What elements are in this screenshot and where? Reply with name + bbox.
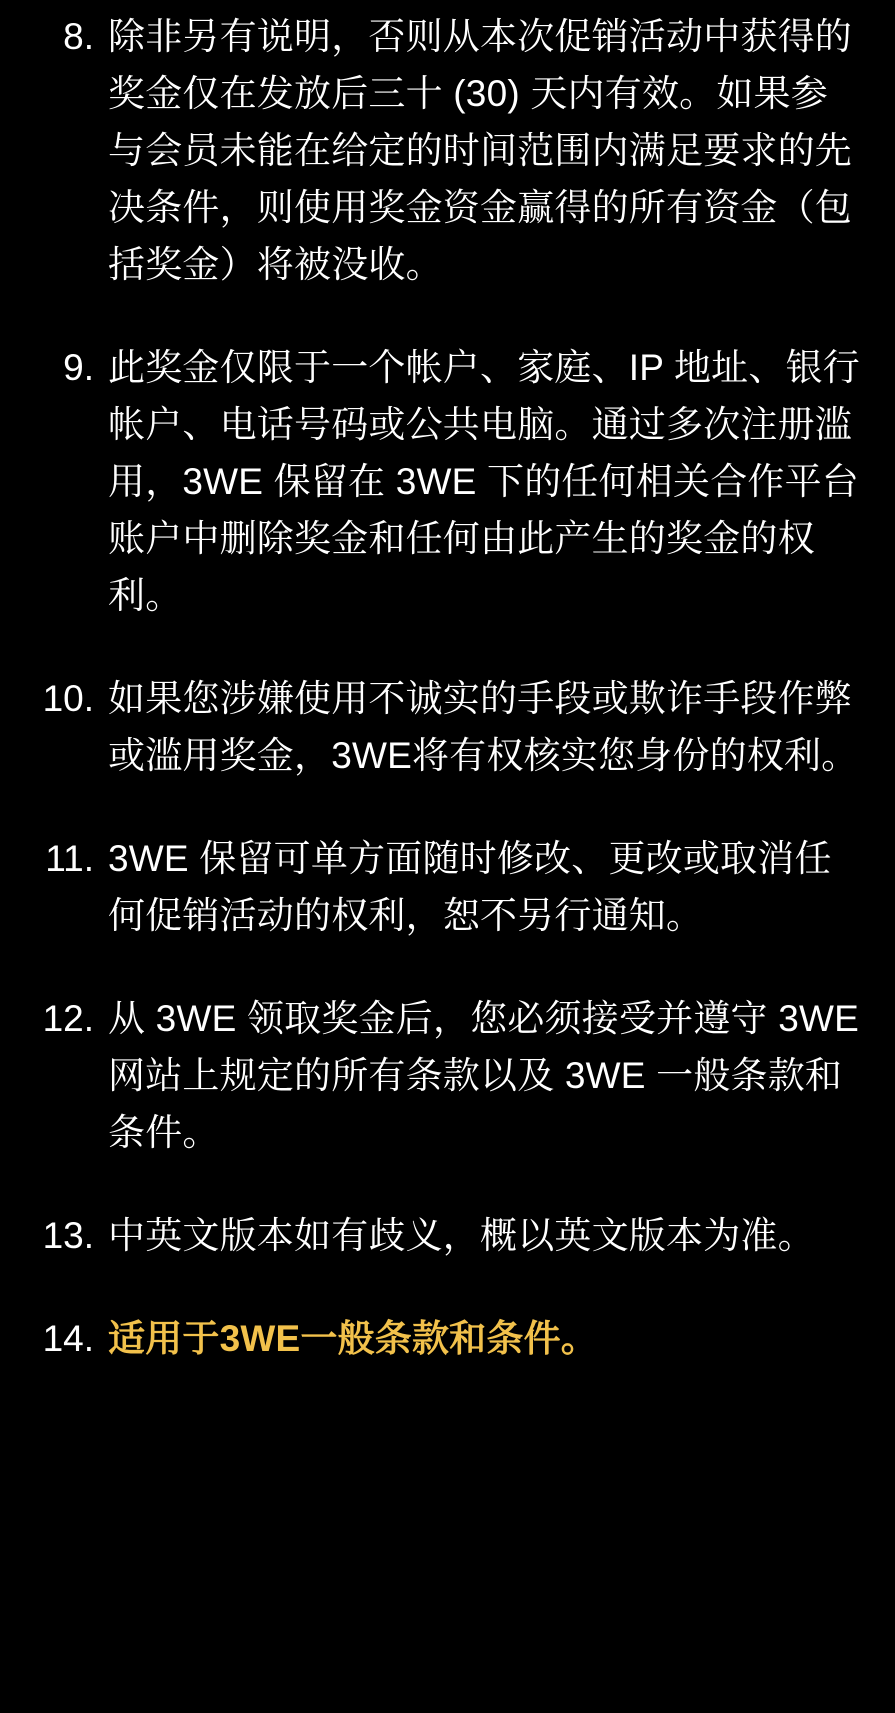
list-item — [30, 8, 865, 293]
list-item-number: 11. — [45, 838, 94, 879]
list-item-number: 13. — [42, 1215, 94, 1256]
list-item — [30, 990, 865, 1161]
list-item-text: 适用于3WE一般条款和条件。 — [108, 1318, 598, 1359]
list-item-number: 14. — [42, 1318, 94, 1359]
list-item-text: 从 3WE 领取奖金后，您必须接受并遵守 3WE 网站上规定的所有条款以及 3WE 一般条款和条件。 — [108, 998, 859, 1153]
terms-list — [30, 8, 865, 1367]
list-item — [30, 670, 865, 784]
list-item-highlighted — [30, 1310, 865, 1367]
list-item-text: 如果您涉嫌使用不诚实的手段或欺诈手段作弊或滥用奖金，3WE将有权核实您身份的权利。 — [108, 678, 859, 776]
list-item-text: 中英文版本如有歧义，概以英文版本为准。 — [108, 1215, 815, 1256]
list-item — [30, 339, 865, 624]
list-item — [30, 830, 865, 944]
list-item-text: 除非另有说明，否则从本次促销活动中获得的奖金仅在发放后三十 (30) 天内有效。如果参与会员未能在给定的时间范围内满足要求的先决条件，则使用奖金资金赢得的所有资金（包括奖金）将被没收。 — [108, 16, 852, 285]
list-item-number: 10. — [42, 678, 94, 719]
list-item-number: 8. — [63, 16, 94, 57]
list-item-text: 此奖金仅限于一个帐户、家庭、IP 地址、银行帐户、电话号码或公共电脑。通过多次注册滥用，3WE 保留在 3WE 下的任何相关合作平台账户中删除奖金和任何由此产生的奖金的权利。 — [108, 347, 860, 616]
list-item-number: 12. — [42, 998, 94, 1039]
list-item — [30, 1207, 865, 1264]
list-item-text: 3WE 保留可单方面随时修改、更改或取消任何促销活动的权利，恕不另行通知。 — [108, 838, 832, 936]
list-item-number: 9. — [63, 347, 94, 388]
